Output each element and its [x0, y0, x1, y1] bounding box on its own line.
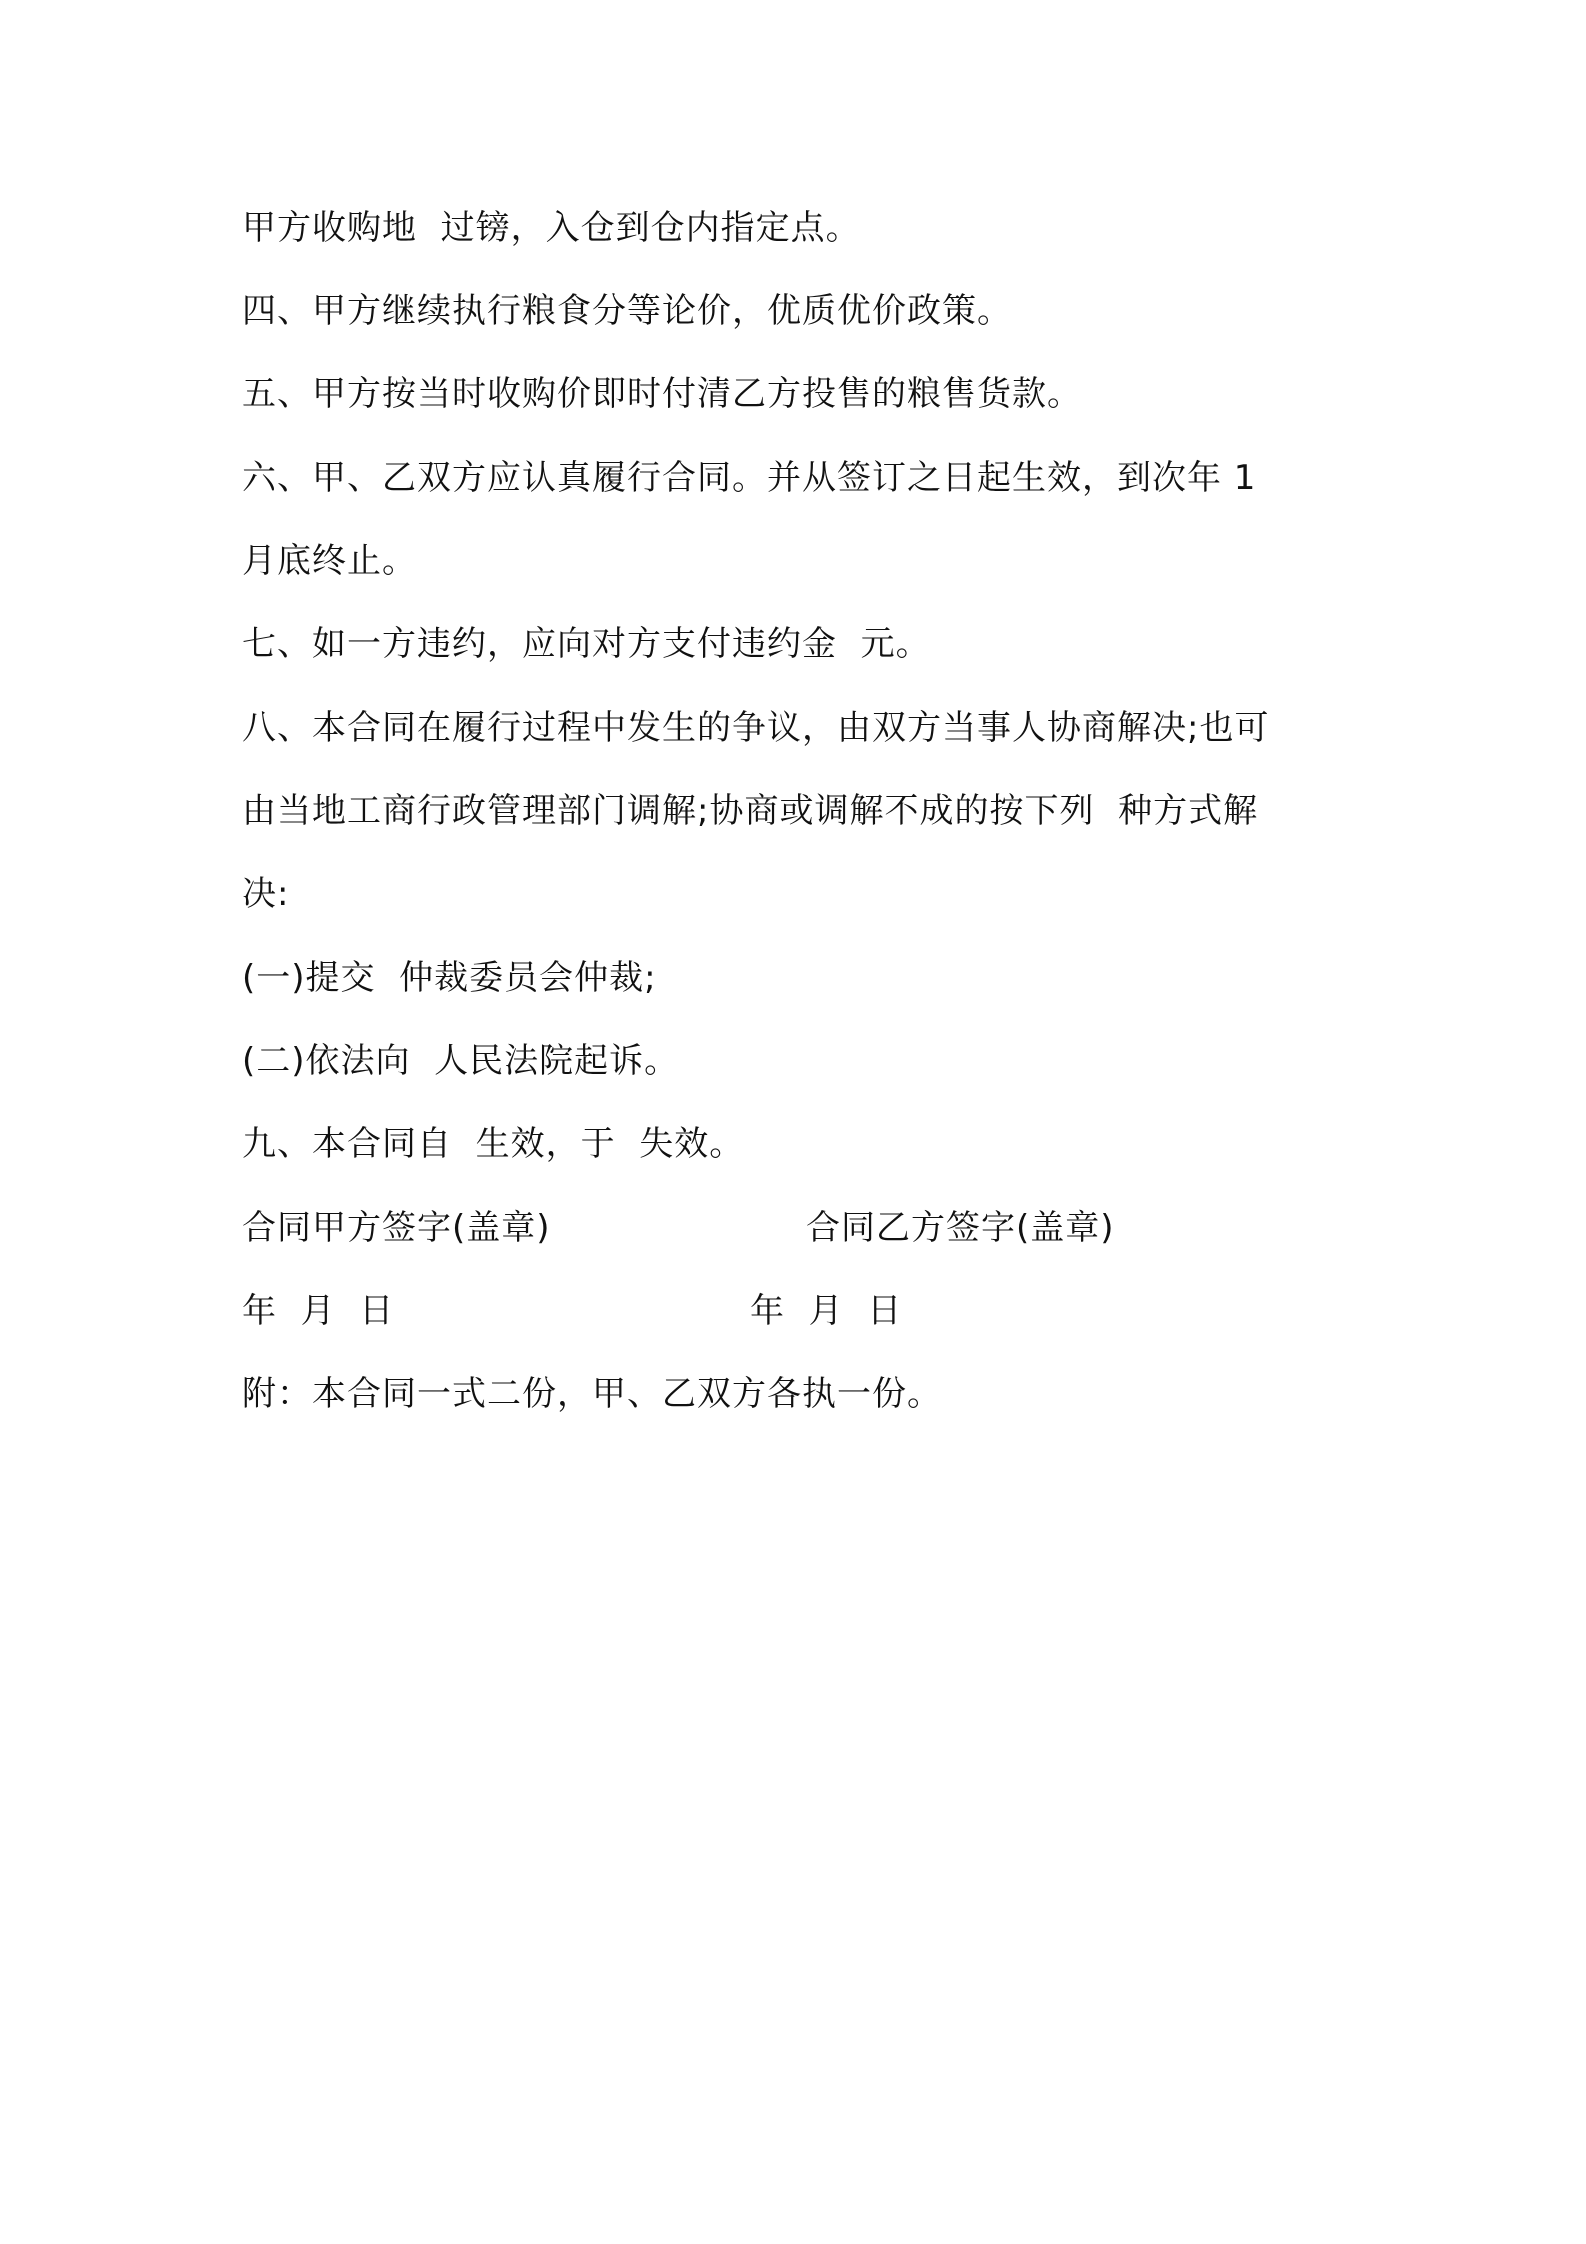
clause-nine: 九、本合同自 生效，于 失效。 — [242, 1124, 745, 1164]
clause-eight-option-2: (二)依法向 人民法院起诉。 — [242, 1041, 680, 1081]
party-a-date: 年 月 日 — [242, 1291, 395, 1331]
party-a-signature: 合同甲方签字(盖章) — [242, 1208, 551, 1248]
clause-six-continued: 月底终止。 — [242, 541, 417, 581]
party-b-date: 年 月 日 — [750, 1291, 903, 1331]
clause-six: 六、甲、乙双方应认真履行合同。并从签订之日起生效，到次年 1 — [242, 458, 1257, 498]
clause-five: 五、甲方按当时收购价即时付清乙方投售的粮售货款。 — [242, 374, 1082, 414]
clause-eight-continued-2: 决: — [242, 874, 290, 914]
party-b-signature: 合同乙方签字(盖章) — [806, 1208, 1115, 1248]
appendix-note: 附：本合同一式二份，甲、乙双方各执一份。 — [242, 1374, 942, 1414]
clause-eight-option-1: (一)提交 仲裁委员会仲裁; — [242, 958, 657, 998]
clause-eight: 八、本合同在履行过程中发生的争议，由双方当事人协商解决;也可 — [242, 708, 1270, 748]
clause-line-1: 甲方收购地 过镑，入仓到仓内指定点。 — [242, 208, 861, 248]
clause-seven: 七、如一方违约，应向对方支付违约金 元。 — [242, 624, 931, 664]
clause-four: 四、甲方继续执行粮食分等论价，优质优价政策。 — [242, 291, 1012, 331]
clause-eight-continued-1: 由当地工商行政管理部门调解;协商或调解不成的按下列 种方式解 — [242, 791, 1259, 831]
